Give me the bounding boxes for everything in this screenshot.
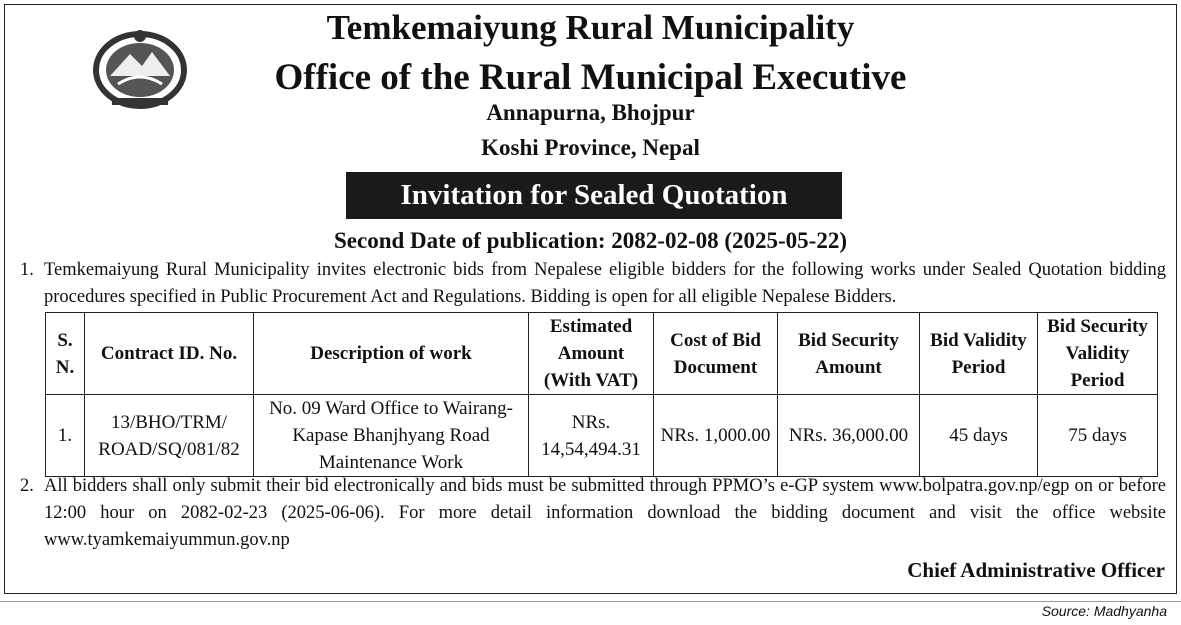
col-description: Description of work [254,313,529,395]
address-line-2: Koshi Province, Nepal [481,135,700,160]
col-contract-id: Contract ID. No. [85,313,254,395]
cell-contract-id: 13/BHO/TRM/ ROAD/SQ/081/82 [85,395,254,477]
cell-estimated-amount: NRs. 14,54,494.31 [529,395,654,477]
cell-bid-security-amount: NRs. 36,000.00 [778,395,920,477]
address-line-1: Annapurna, Bhojpur [486,100,695,125]
clause-2-number: 2. [20,476,34,496]
col-cost-of-bid-document: Cost of Bid Document [654,313,778,395]
col-bid-validity: Bid Validity Period [920,313,1038,395]
notice-title-banner: Invitation for Sealed Quotation [346,172,842,219]
municipality-name: Temkemaiyung Rural Municipality [326,8,855,47]
table-row [46,395,1158,477]
source-credit: Source: Madhyanha [1041,603,1167,619]
cell-bid-validity: 45 days [920,395,1038,477]
clause-2-text: All bidders shall only submit their bid electronically and bids must be submitted through PPMO’s e-GP system www.bolpatra.gov.np/egp on or before 12:00 hour on 2082-02-23 (2025-06-06). For more detail information download the bidding document and visit the office website www.tyamkemaiyummun.gov.np [44,476,1166,550]
signatory: Chief Administrative Officer [907,558,1165,582]
col-sn: S. N. [46,313,85,395]
cell-description: No. 09 Ward Office to Wairang-Kapase Bhanjhyang Road Maintenance Work [254,395,529,477]
publication-date: Second Date of publication: 2082-02-08 (2025-05-22) [334,228,847,253]
col-estimated-amount: Estimated Amount (With VAT) [529,313,654,395]
cell-cost-of-bid-document: NRs. 1,000.00 [654,395,778,477]
divider [0,601,1181,602]
clause-1-number: 1. [20,260,34,280]
office-name: Office of the Rural Municipal Executive [274,57,907,98]
cell-bid-security-validity: 75 days [1038,395,1158,477]
cell-sn: 1. [46,395,85,477]
clause-1-text: Temkemaiyung Rural Municipality invites electronic bids from Nepalese eligible bidders for the following works under Sealed Quotation bidding procedures specified in Public Procurement Act and Regulations. Bidding is open for all eligible Nepalese Bidders. [44,260,1166,307]
col-bid-security-amount: Bid Security Amount [778,313,920,395]
col-bid-security-validity: Bid Security Validity Period [1038,313,1158,395]
table-header-row [46,313,1158,395]
bid-table [45,312,1158,477]
